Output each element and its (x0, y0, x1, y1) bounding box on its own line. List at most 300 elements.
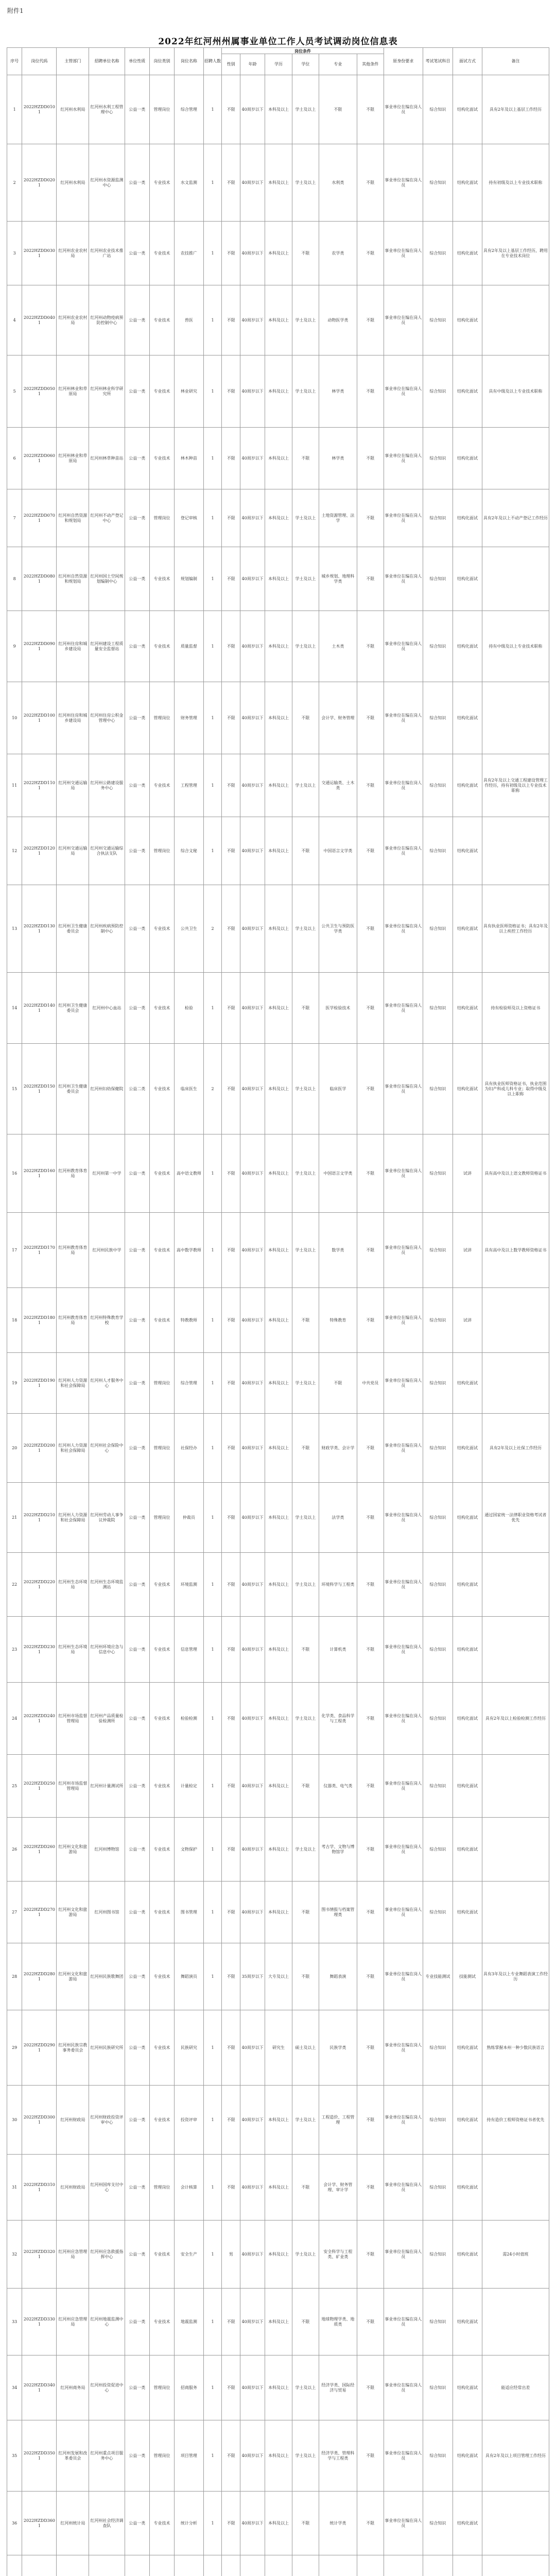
cell-exam: 综合知识 (423, 1288, 453, 1353)
cell-num: 1 (203, 75, 222, 144)
cell-num: 1 (203, 1755, 222, 1818)
cell-deg: 学士及以上 (292, 2086, 319, 2155)
table-row (7, 1617, 549, 1683)
cell-post: 环境监测 (175, 1553, 204, 1617)
cell-nature: 公益一类 (125, 1683, 149, 1755)
cell-note (482, 817, 549, 885)
cell-n: 22 (7, 1553, 22, 1617)
cell-nature: 公益一类 (125, 817, 149, 885)
table-row (7, 2355, 549, 2420)
cell-other: 不限 (357, 2289, 384, 2355)
cell-note (482, 285, 549, 355)
cell-nature: 公益一类 (125, 1353, 149, 1414)
cell-cat: 专业技术 (149, 1943, 174, 2010)
cell-code: 2022HZDD3101 (22, 2155, 57, 2221)
cell-other: 不限 (357, 1617, 384, 1683)
header-cell: 学位 (292, 54, 319, 75)
cell-age: 40周岁以下 (240, 1213, 265, 1288)
cell-sex: 不限 (222, 547, 240, 611)
cell-cat: 管理岗位 (149, 1353, 174, 1414)
cell-deg: 学士及以上 (292, 144, 319, 222)
cell-sex: 不限 (222, 2010, 240, 2086)
cell-nature: 公益一类 (125, 355, 149, 428)
cell-edu: 本科及以上 (265, 1288, 292, 1353)
cell-note: 熟练掌握本州一种少数民族语言 (482, 2010, 549, 2086)
cell-post: 综合管理 (175, 1353, 204, 1414)
cell-code: 2022HZDD1001 (22, 682, 57, 754)
cell-edu: 本科及以上 (265, 1683, 292, 1755)
cell-cat: 专业技术 (149, 1617, 174, 1683)
cell-exam: 专业技能测试 (423, 1943, 453, 2010)
cell-other: 不限 (357, 885, 384, 973)
cell-n: 1 (7, 75, 22, 144)
attachment-label: 附件1 (7, 7, 24, 14)
cell-n: 16 (7, 1134, 22, 1213)
cell-edu: 本科及以上 (265, 2155, 292, 2221)
cell-note: 持有造价工程师资格证书者优先 (482, 2086, 549, 2155)
cell-sex: 不限 (222, 2289, 240, 2355)
cell-dept: 红河州住房和城乡建设局 (57, 611, 89, 682)
cell-post: 质量监督 (175, 611, 204, 682)
table-row (7, 2289, 549, 2355)
cell-orig: 事业单位在编在岗人员 (384, 75, 423, 144)
cell-unit: 红河州投资促进中心 (89, 2355, 125, 2420)
cell-edu: 本科及以上 (265, 1882, 292, 1943)
cell-sex: 不限 (222, 1134, 240, 1213)
cell-iv: 结构化面试 (453, 489, 482, 547)
table-row (7, 285, 549, 355)
cell-n: 15 (7, 1044, 22, 1134)
cell-age: 40周岁以下 (240, 428, 265, 489)
cell-code: 2022HZDD1401 (22, 973, 57, 1044)
cell-cat: 专业技术 (149, 1818, 174, 1882)
cell-unit: 红河州人才服务中心 (89, 1353, 125, 1414)
cell-orig: 事业单位在编在岗人员 (384, 2289, 423, 2355)
cell-dept: 红河州文化和旅游局 (57, 1882, 89, 1943)
cell-n: 4 (7, 285, 22, 355)
table-row (7, 222, 549, 285)
cell-edu: 本科及以上 (265, 817, 292, 885)
cell-other: 不限 (357, 1943, 384, 2010)
table-row (7, 428, 549, 489)
cell-major: 交通运输类、土木类 (319, 754, 357, 817)
cell-major: 法学类 (319, 1483, 357, 1553)
cell-post: 投资评审 (175, 2086, 204, 2155)
cell-num: 1 (203, 144, 222, 222)
cell-post (175, 2555, 204, 2576)
cell-age: 40周岁以下 (240, 489, 265, 547)
cell-other: 不限 (357, 1882, 384, 1943)
cell-orig (384, 2555, 423, 2576)
cell-deg: 学士及以上 (292, 1353, 319, 1414)
cell-n: 33 (7, 2289, 22, 2355)
cell-unit: 红河州重点项目服务中心 (89, 2420, 125, 2492)
cell-num: 2 (203, 885, 222, 973)
cell-major: 舞蹈表演 (319, 1943, 357, 2010)
cell-deg: 不限 (292, 817, 319, 885)
cell-code: 2022HZDD0601 (22, 428, 57, 489)
cell-iv: 结构化面试 (453, 1683, 482, 1755)
cell-n: 34 (7, 2355, 22, 2420)
cell-age: 40周岁以下 (240, 2155, 265, 2221)
table-row (7, 1882, 549, 1943)
cell-post: 舞蹈演员 (175, 1943, 204, 2010)
cell-note (482, 1818, 549, 1882)
cell-other: 不限 (357, 489, 384, 547)
cell-dept: 红河州水利局 (57, 144, 89, 222)
cell-major: 不限 (319, 1353, 357, 1414)
cell-iv: 结构化面试 (453, 1483, 482, 1553)
cell-major: 工程造价、工程管理 (319, 2086, 357, 2155)
cell-orig: 事业单位在编在岗人员 (384, 1943, 423, 2010)
cell-cat: 管理岗位 (149, 682, 174, 754)
cell-age: 40周岁以下 (240, 817, 265, 885)
cell-n: 8 (7, 547, 22, 611)
cell-note (482, 2155, 549, 2221)
cell-major: 计算机类 (319, 1617, 357, 1683)
cell-exam: 综合知识 (423, 1483, 453, 1553)
cell-age: 40周岁以下 (240, 2221, 265, 2289)
cell-num: 1 (203, 1353, 222, 1414)
cell-edu: 本科及以上 (265, 1353, 292, 1414)
cell-note (482, 2555, 549, 2576)
cell-dept: 红河州教育体育局 (57, 1213, 89, 1288)
cell-dept: 红河州民族宗教事务委员会 (57, 2010, 89, 2086)
cell-post: 高中数学教师 (175, 1213, 204, 1288)
cell-deg: 学士及以上 (292, 75, 319, 144)
cell-num: 1 (203, 2086, 222, 2155)
cell-exam: 综合知识 (423, 285, 453, 355)
cell-sex (222, 2555, 240, 2576)
cell-major: 林学类 (319, 355, 357, 428)
cell-cat: 专业技术 (149, 1882, 174, 1943)
positions-table (7, 47, 549, 2576)
cell-n: 3 (7, 222, 22, 285)
cell-post: 水文监测 (175, 144, 204, 222)
cell-cat: 专业技术 (149, 2010, 174, 2086)
cell-unit: 红河州民族歌舞团 (89, 1943, 125, 2010)
cell-note: 持有初级及以上专业技术职称 (482, 144, 549, 222)
cell-cat: 专业技术 (149, 885, 174, 973)
cell-code: 2022HZDD0501 (22, 355, 57, 428)
table-row (7, 1553, 549, 1617)
cell-major: 动物医学类 (319, 285, 357, 355)
cell-nature: 公益一类 (125, 2492, 149, 2555)
cell-major: 经济学类、国际经济与贸易 (319, 2355, 357, 2420)
cell-other: 不限 (357, 2355, 384, 2420)
cell-exam: 综合知识 (423, 355, 453, 428)
cell-sex: 不限 (222, 2492, 240, 2555)
cell-n: 20 (7, 1414, 22, 1483)
table-row (7, 2492, 549, 2555)
cell-edu: 本科及以上 (265, 75, 292, 144)
header-cell: 性别 (222, 54, 240, 75)
cell-nature: 公益一类 (125, 428, 149, 489)
cell-major: 图书情报与档案管理类 (319, 1882, 357, 1943)
cell-iv: 结构化面试 (453, 885, 482, 973)
cell-num: 1 (203, 2155, 222, 2221)
cell-sex: 男 (222, 2221, 240, 2289)
cell-orig: 事业单位在编在岗人员 (384, 1483, 423, 1553)
cell-note: 通过国家统一法律职业资格考试者优先 (482, 1483, 549, 1553)
cell-dept: 红河州水利局 (57, 75, 89, 144)
cell-sex: 不限 (222, 1044, 240, 1134)
cell-dept: 红河州人力资源和社会保障局 (57, 1414, 89, 1483)
cell-dept: 红河州自然资源和规划局 (57, 547, 89, 611)
cell-unit: 红河州林业科学研究所 (89, 355, 125, 428)
cell-sex: 不限 (222, 2355, 240, 2420)
cell-post: 仲裁员 (175, 1483, 204, 1553)
cell-age: 40周岁以下 (240, 285, 265, 355)
cell-post: 社保经办 (175, 1414, 204, 1483)
cell-orig: 事业单位在编在岗人员 (384, 428, 423, 489)
cell-major: 财政学类、会计学 (319, 1414, 357, 1483)
table-body (7, 75, 549, 2576)
cell-unit: 红河州妇幼保健院 (89, 1044, 125, 1134)
cell-unit: 红河州不动产登记中心 (89, 489, 125, 547)
cell-dept: 红河州林业和草原局 (57, 428, 89, 489)
cell-deg: 学士及以上 (292, 1044, 319, 1134)
cell-other: 不限 (357, 754, 384, 817)
cell-iv: 结构化面试 (453, 1755, 482, 1818)
cell-deg: 不限 (292, 2289, 319, 2355)
cell-code: 2022HZDD1101 (22, 754, 57, 817)
cell-cat: 专业技术 (149, 2086, 174, 2155)
cell-num: 1 (203, 1617, 222, 1683)
cell-cat: 管理岗位 (149, 489, 174, 547)
cell-nature: 公益一类 (125, 2289, 149, 2355)
cell-iv: 试讲 (453, 1134, 482, 1213)
cell-code: 2022HZDD1901 (22, 1353, 57, 1414)
cell-post: 工程管理 (175, 754, 204, 817)
cell-exam: 综合知识 (423, 1134, 453, 1213)
cell-orig: 事业单位在编在岗人员 (384, 144, 423, 222)
cell-post: 文物保护 (175, 1818, 204, 1882)
cell-orig: 事业单位在编在岗人员 (384, 885, 423, 973)
cell-exam: 综合知识 (423, 1414, 453, 1483)
cell-sex: 不限 (222, 2155, 240, 2221)
cell-orig: 事业单位在编在岗人员 (384, 1882, 423, 1943)
cell-major: 会计学、财务管理、审计学 (319, 2155, 357, 2221)
cell-cat: 专业技术 (149, 1683, 174, 1755)
cell-deg (292, 2555, 319, 2576)
cell-other: 不限 (357, 1288, 384, 1353)
cell-nature: 公益一类 (125, 1617, 149, 1683)
cell-age: 40周岁以下 (240, 2355, 265, 2420)
cell-sex: 不限 (222, 1414, 240, 1483)
cell-unit: 红河州生态环境监测站 (89, 1553, 125, 1617)
cell-iv: 结构化面试 (453, 2010, 482, 2086)
cell-nature: 公益一类 (125, 682, 149, 754)
cell-unit: 红河州住房公积金管理中心 (89, 682, 125, 754)
cell-note: 具有高中及以上语文教师资格证书 (482, 1134, 549, 1213)
cell-note: 具有2年及以上社保工作经历 (482, 1414, 549, 1483)
cell-n: 36 (7, 2492, 22, 2555)
cell-unit (89, 2555, 125, 2576)
cell-other: 不限 (357, 682, 384, 754)
cell-note (482, 682, 549, 754)
cell-orig: 事业单位在编在岗人员 (384, 682, 423, 754)
cell-other (357, 2555, 384, 2576)
cell-cat: 管理岗位 (149, 2420, 174, 2492)
cell-nature: 公益一类 (125, 2355, 149, 2420)
cell-orig: 事业单位在编在岗人员 (384, 1818, 423, 1882)
cell-post: 农技推广 (175, 222, 204, 285)
cell-iv: 结构化面试 (453, 1044, 482, 1134)
cell-edu: 本科及以上 (265, 1213, 292, 1288)
cell-iv (453, 2555, 482, 2576)
cell-code: 2022HZDD2301 (22, 1617, 57, 1683)
cell-code: 2022HZDD2001 (22, 1414, 57, 1483)
cell-edu: 本科及以上 (265, 611, 292, 682)
cell-exam: 综合知识 (423, 2492, 453, 2555)
cell-note (482, 547, 549, 611)
cell-note (482, 1755, 549, 1818)
table-row (7, 754, 549, 817)
cell-other: 不限 (357, 2155, 384, 2221)
cell-code: 2022HZDD2701 (22, 1882, 57, 1943)
cell-dept (57, 2555, 89, 2576)
table-row (7, 611, 549, 682)
cell-iv: 结构化面试 (453, 682, 482, 754)
cell-note (482, 2289, 549, 2355)
cell-edu: 本科及以上 (265, 885, 292, 973)
cell-nature: 公益一类 (125, 75, 149, 144)
cell-code: 2022HZDD0801 (22, 547, 57, 611)
cell-iv: 结构化面试 (453, 2221, 482, 2289)
cell-cat: 专业技术 (149, 973, 174, 1044)
cell-cat: 专业技术 (149, 2221, 174, 2289)
cell-major: 考古学、文物与博物馆学 (319, 1818, 357, 1882)
cell-code: 2022HZDD3001 (22, 2086, 57, 2155)
cell-major: 农学类 (319, 222, 357, 285)
cell-other: 不限 (357, 222, 384, 285)
table-row (7, 75, 549, 144)
cell-nature (125, 2555, 149, 2576)
cell-n: 2 (7, 144, 22, 222)
table-row (7, 2010, 549, 2086)
cell-code: 2022HZDD3201 (22, 2221, 57, 2289)
cell-unit: 红河州社会经济调查队 (89, 2492, 125, 2555)
header-cell: 面试方式 (453, 48, 482, 75)
table-row (7, 2555, 549, 2576)
cell-code: 2022HZDD1701 (22, 1213, 57, 1288)
cell-n (7, 2555, 22, 2576)
cell-code: 2022HZDD1601 (22, 1134, 57, 1213)
cell-cat: 管理岗位 (149, 2355, 174, 2420)
cell-num: 1 (203, 1553, 222, 1617)
cell-deg: 学士及以上 (292, 2221, 319, 2289)
cell-n: 19 (7, 1353, 22, 1414)
cell-nature: 公益一类 (125, 611, 149, 682)
cell-dept: 红河州教育体育局 (57, 1288, 89, 1353)
cell-unit: 红河州疾病预防控制中心 (89, 885, 125, 973)
table-row (7, 1414, 549, 1483)
cell-exam: 综合知识 (423, 2155, 453, 2221)
cell-exam: 综合知识 (423, 2420, 453, 2492)
cell-unit: 红河州交通运输综合执法支队 (89, 817, 125, 885)
cell-exam: 综合知识 (423, 1683, 453, 1755)
cell-orig: 事业单位在编在岗人员 (384, 1288, 423, 1353)
table-row (7, 817, 549, 885)
cell-orig: 事业单位在编在岗人员 (384, 754, 423, 817)
cell-major: 统计学类 (319, 2492, 357, 2555)
cell-code: 2022HZDD0101 (22, 75, 57, 144)
cell-dept: 红河州住房和城乡建设局 (57, 682, 89, 754)
cell-n: 35 (7, 2420, 22, 2492)
cell-code: 2022HZDD2101 (22, 1483, 57, 1553)
cell-iv: 结构化面试 (453, 1818, 482, 1882)
cell-n: 26 (7, 1818, 22, 1882)
cell-major: 林学类 (319, 428, 357, 489)
table-row (7, 489, 549, 547)
cell-unit: 红河州计量测试所 (89, 1755, 125, 1818)
cell-edu: 本科及以上 (265, 2289, 292, 2355)
cell-age: 40周岁以下 (240, 1553, 265, 1617)
cell-other: 不限 (357, 75, 384, 144)
table-row (7, 2155, 549, 2221)
cell-age: 40周岁以下 (240, 1755, 265, 1818)
cell-note: 持有检验师及以上资格证书 (482, 973, 549, 1044)
cell-post: 图书管理 (175, 1882, 204, 1943)
cell-post: 招商服务 (175, 2355, 204, 2420)
cell-note (482, 1882, 549, 1943)
table-row (7, 1353, 549, 1414)
cell-iv: 结构化面试 (453, 285, 482, 355)
cell-exam: 综合知识 (423, 1755, 453, 1818)
cell-dept: 红河州林业和草原局 (57, 355, 89, 428)
cell-unit: 红河州水利工程管理中心 (89, 75, 125, 144)
cell-exam: 综合知识 (423, 1353, 453, 1414)
cell-code: 2022HZDD2901 (22, 2010, 57, 2086)
cell-cat: 专业技术 (149, 1134, 174, 1213)
cell-age: 40周岁以下 (240, 2289, 265, 2355)
cell-major: 经济学类、管理科学与工程类 (319, 2420, 357, 2492)
cell-iv: 结构化面试 (453, 355, 482, 428)
cell-unit: 红河州应急救援指挥中心 (89, 2221, 125, 2289)
cell-dept: 红河州市场监督管理局 (57, 1755, 89, 1818)
cell-major: 城乡规划、地理科学类 (319, 547, 357, 611)
cell-iv: 结构化面试 (453, 2420, 482, 2492)
cell-other: 不限 (357, 2420, 384, 2492)
cell-other: 不限 (357, 428, 384, 489)
cell-num: 1 (203, 547, 222, 611)
cell-orig: 事业单位在编在岗人员 (384, 1553, 423, 1617)
cell-sex: 不限 (222, 2086, 240, 2155)
cell-iv: 结构化面试 (453, 2492, 482, 2555)
cell-orig: 事业单位在编在岗人员 (384, 973, 423, 1044)
cell-note: 具有中级及以上专业技术职称 (482, 355, 549, 428)
cell-n: 6 (7, 428, 22, 489)
cell-num: 1 (203, 355, 222, 428)
cell-code: 2022HZDD1201 (22, 817, 57, 885)
cell-age: 40周岁以下 (240, 1353, 265, 1414)
cell-edu: 本科及以上 (265, 2492, 292, 2555)
cell-cat: 专业技术 (149, 611, 174, 682)
cell-age: 40周岁以下 (240, 2420, 265, 2492)
cell-orig: 事业单位在编在岗人员 (384, 611, 423, 682)
cell-sex: 不限 (222, 682, 240, 754)
cell-deg: 学士及以上 (292, 2420, 319, 2492)
cell-code: 2022HZDD0901 (22, 611, 57, 682)
cell-post: 登记审核 (175, 489, 204, 547)
cell-other: 不限 (357, 817, 384, 885)
cell-dept: 红河州卫生健康委员会 (57, 973, 89, 1044)
cell-post: 计量检定 (175, 1755, 204, 1818)
cell-unit: 红河州公路建设服务中心 (89, 754, 125, 817)
cell-iv: 结构化面试 (453, 547, 482, 611)
cell-num: 1 (203, 611, 222, 682)
